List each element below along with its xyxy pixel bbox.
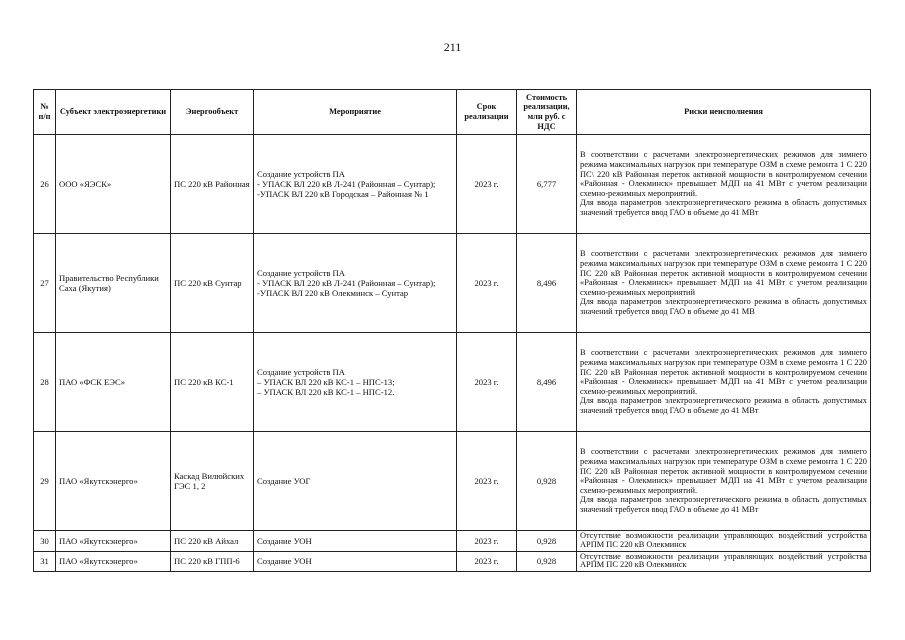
risk-paragraph: В соответствии с расчетами электроэнергетических режимов для зимнего режима максимальных нагрузок при температуре ОЗМ в схеме ремонта 1 С 220 ПС\ 220 кВ Районная переток активной мощности в контролируемом сечении «Районная - Олекминск» превышает МДП на 41 МВт с учетом реализации схемно-режимных мероприятий. <box>580 150 867 198</box>
page-number: 211 <box>443 40 462 54</box>
table-row <box>34 551 871 572</box>
risk-paragraph: Отсутствие возможности реализации управляющих воздействий устройства АРПМ ПС 220 кВ Олекминск <box>580 531 867 549</box>
risk-paragraph: В соответствии с расчетами электроэнергетических режимов для зимнего режима максимальных нагрузок при температуре ОЗМ в схеме ремонта 1 С 220 ПС 220 кВ Районная переток активной мощности в контролируемом сечении «Районная - Олекминск» превышает МДП на 41 МВт с учетом реализации схемно-режимных мероприятий <box>580 249 867 297</box>
risk-paragraph: В соответствии с расчетами электроэнергетических режимов для зимнего режима максимальных нагрузок при температуре ОЗМ в схеме ремонта 1 С 220 ПС 220 кВ Районная переток активной мощности в контролируемом сечении «Районная - Олекминск» превышает МДП на 41 МВт с учетом реализации схемно-режимных мероприятий. <box>580 348 867 396</box>
row-term: 2023 г. <box>457 333 517 432</box>
row-action <box>254 432 457 531</box>
row-risk <box>577 135 871 234</box>
row-num: 30 <box>34 531 56 552</box>
row-subject: Правительство Республики Саха (Якутия) <box>56 234 171 333</box>
action-line: Создание устройств ПА <box>257 366 345 377</box>
row-cost: 0,928 <box>517 432 577 531</box>
action-line: Создание устройств ПА <box>257 168 345 179</box>
action-line: Создание УОГ <box>257 475 311 486</box>
row-term: 2023 г. <box>457 234 517 333</box>
row-term: 2023 г. <box>457 432 517 531</box>
row-object: ПС 220 кВ Районная <box>171 135 254 234</box>
row-num: 31 <box>34 551 56 572</box>
risk-paragraph: Отсутствие возможности реализации управляющих воздействий устройства АРПМ ПС 220 кВ Олекминск <box>580 551 867 570</box>
table-row <box>34 135 871 234</box>
header-risks: Риски неисполнения <box>577 90 871 135</box>
row-risk <box>577 234 871 333</box>
action-line: – УПАСК ВЛ 220 кВ КС-1 – НПС-12. <box>257 387 395 398</box>
risk-paragraph: Для ввода параметров электроэнергетического режима в область допустимых значений требуется ввод ГАО в объеме до 41 МВт <box>580 396 867 415</box>
row-risk <box>577 551 871 572</box>
header-num: № п/п <box>34 90 56 135</box>
row-cost: 0,928 <box>517 551 577 572</box>
row-subject: ПАО «Якутскэнерго» <box>56 551 171 572</box>
row-num: 28 <box>34 333 56 432</box>
row-risk <box>577 432 871 531</box>
risk-paragraph: В соответствии с расчетами электроэнергетических режимов для зимнего режима максимальных нагрузок при температуре ОЗМ в схеме ремонта 1 С 220 ПС 220 кВ Районная переток активной мощности в контролируемом сечении «Районная - Олекминск» превышает МДП на 41 МВт с учетом реализации схемно-режимных мероприятий. <box>580 447 867 495</box>
row-subject: ПАО «ФСК ЕЭС» <box>56 333 171 432</box>
row-action <box>254 531 457 552</box>
row-object: ПС 220 кВ ГПП-6 <box>171 551 254 572</box>
row-subject: ПАО «Якутскэнерго» <box>56 531 171 552</box>
action-line: Создание УОН <box>257 556 312 567</box>
header-object: Энергообъект <box>171 90 254 135</box>
row-num: 29 <box>34 432 56 531</box>
action-line: - УПАСК ВЛ 220 кВ Л-241 (Районная – Сунтар); <box>257 178 436 189</box>
table-header-row <box>34 90 871 135</box>
action-line: – УПАСК ВЛ 220 кВ КС-1 – НПС-13; <box>257 376 395 387</box>
table-row <box>34 531 871 552</box>
table-row <box>34 234 871 333</box>
risk-paragraph: Для ввода параметров электроэнергетического режима в область допустимых значений требуется ввод ГАО в объеме до 41 МВ <box>580 297 867 316</box>
risk-paragraph: Для ввода параметров электроэнергетического режима в область допустимых значений требуется ввод ГАО в объеме до 41 МВт <box>580 198 867 217</box>
table-row <box>34 432 871 531</box>
row-cost: 0,928 <box>517 531 577 552</box>
row-cost: 6,777 <box>517 135 577 234</box>
action-line: - УПАСК ВЛ 220 кВ Л-241 (Районная – Сунтар); <box>257 277 436 288</box>
header-subject: Субъект электроэнергетики <box>56 90 171 135</box>
row-cost: 8,496 <box>517 333 577 432</box>
row-cost: 8,496 <box>517 234 577 333</box>
row-term: 2023 г. <box>457 531 517 552</box>
row-term: 2023 г. <box>457 135 517 234</box>
row-num: 26 <box>34 135 56 234</box>
action-line: -УПАСК ВЛ 220 кВ Олекминск – Сунтар <box>257 288 409 299</box>
row-object: Каскад Вилюйских ГЭС 1, 2 <box>171 432 254 531</box>
header-cost: Стоимость реализации, млн руб. с НДС <box>517 90 577 135</box>
measures-table <box>33 89 871 572</box>
row-object: ПС 220 кВ КС-1 <box>171 333 254 432</box>
row-action <box>254 234 457 333</box>
action-line: Создание устройств ПА <box>257 267 345 278</box>
risk-paragraph: Для ввода параметров электроэнергетического режима в область допустимых значений требуется ввод ГАО в объеме до 41 МВт <box>580 495 867 514</box>
row-subject: ООО «ЯЭСК» <box>56 135 171 234</box>
row-subject: ПАО «Якутскэнерго» <box>56 432 171 531</box>
row-risk <box>577 531 871 552</box>
action-line: Создание УОН <box>257 535 312 546</box>
row-action <box>254 333 457 432</box>
row-action <box>254 551 457 572</box>
row-action <box>254 135 457 234</box>
row-num: 27 <box>34 234 56 333</box>
action-line: -УПАСК ВЛ 220 кВ Городская – Районная № 1 <box>257 189 429 200</box>
row-object: ПС 220 кВ Айхал <box>171 531 254 552</box>
row-object: ПС 220 кВ Сунтар <box>171 234 254 333</box>
header-action: Мероприятие <box>254 90 457 135</box>
row-risk <box>577 333 871 432</box>
header-term: Срок реализации <box>457 90 517 135</box>
table-row <box>34 333 871 432</box>
row-term: 2023 г. <box>457 551 517 572</box>
